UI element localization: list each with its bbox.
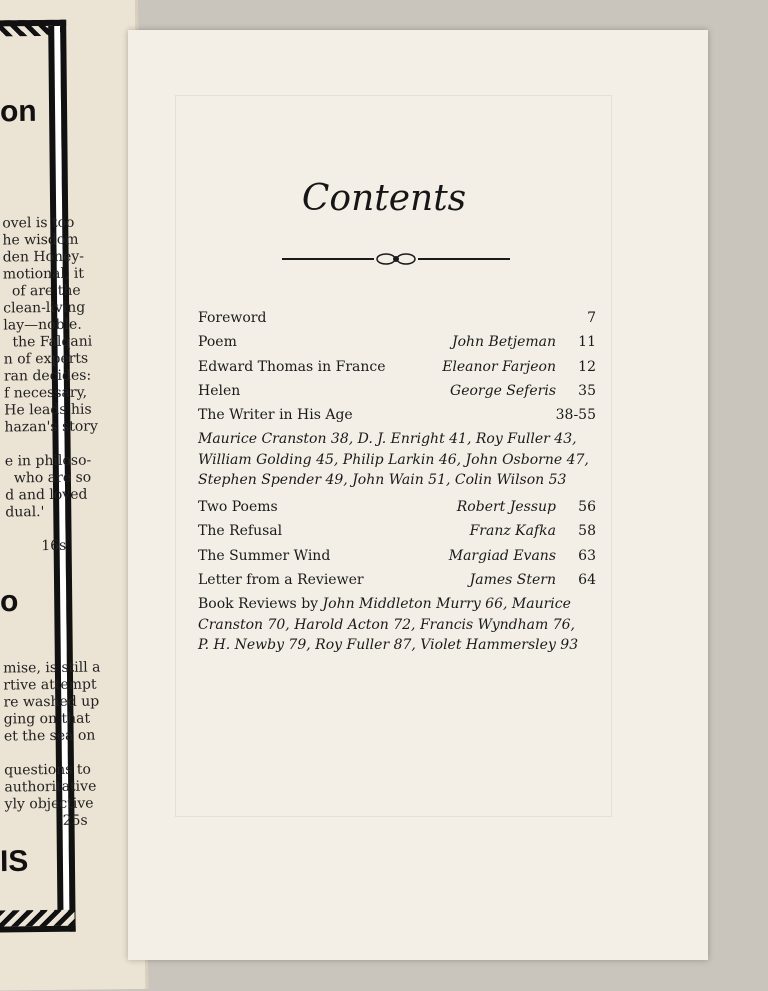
left-text-line: the Falqani bbox=[3, 333, 93, 351]
entry-title: The Refusal bbox=[198, 523, 283, 540]
entry-page: 11 bbox=[578, 334, 596, 351]
left-page-text-2 bbox=[3, 659, 102, 830]
entry-title: Helen bbox=[198, 382, 241, 399]
contributors-line: Maurice Cranston 38, D. J. Enright 41, Roy Fuller 43, bbox=[198, 431, 577, 448]
book-reviews-line: Cranston 70, Harold Acton 72, Francis Wyndham 76, bbox=[198, 616, 575, 633]
toc-entry bbox=[198, 405, 598, 429]
ornament-divider bbox=[282, 252, 510, 266]
entry-author: Franz Kafka bbox=[469, 523, 556, 540]
left-text-line: authoritative bbox=[4, 778, 97, 796]
left-text-line: ovel is too bbox=[2, 214, 75, 232]
left-text-line bbox=[5, 521, 99, 539]
left-text-line: rtive attempt bbox=[3, 676, 97, 694]
toc-entry bbox=[198, 357, 598, 381]
entry-title: Poem bbox=[198, 334, 237, 351]
left-text-line: mise, is still a bbox=[3, 659, 101, 677]
zigzag-border-bottom bbox=[0, 910, 75, 927]
toc-entry bbox=[198, 308, 598, 332]
table-of-contents bbox=[198, 308, 598, 656]
left-heading-fragment: on bbox=[0, 94, 37, 129]
writer-contributors bbox=[198, 429, 598, 497]
book-reviews-line: John Middleton Murry 66, Maurice bbox=[322, 596, 571, 613]
entry-title: The Summer Wind bbox=[198, 547, 331, 564]
entry-author: James Stern bbox=[469, 571, 556, 588]
entry-author: Eleanor Farjeon bbox=[442, 358, 556, 375]
left-text-line: questions to bbox=[4, 761, 92, 779]
left-text-line bbox=[4, 744, 101, 762]
entry-title: Two Poems bbox=[198, 498, 278, 515]
entry-author: George Seferis bbox=[450, 382, 556, 399]
left-text-line: dual.' bbox=[5, 504, 45, 521]
entry-page: 64 bbox=[578, 571, 596, 588]
toc-entry bbox=[198, 570, 598, 594]
entry-page: 12 bbox=[578, 358, 596, 375]
entry-author: Margiad Evans bbox=[448, 547, 556, 564]
entry-author: Robert Jessup bbox=[456, 498, 556, 515]
left-text-line: lay—noble. bbox=[3, 316, 82, 334]
left-text-line: he wisdom bbox=[2, 231, 79, 249]
left-text-line: hazan's story bbox=[4, 418, 98, 436]
toc-entry bbox=[198, 521, 598, 545]
left-text-line: yly objective bbox=[4, 795, 94, 813]
left-text-line: who are so bbox=[4, 469, 92, 487]
book-reviews-label: Book Reviews by bbox=[198, 596, 319, 613]
left-text-line: ran decides: bbox=[3, 367, 92, 385]
book-reviews bbox=[198, 594, 598, 656]
entry-title: Edward Thomas in France bbox=[198, 358, 386, 375]
left-middle-fragment: o bbox=[0, 584, 19, 619]
toc-entry bbox=[198, 546, 598, 570]
book-reviews-line: P. H. Newby 79, Roy Fuller 87, Violet Hammersley 93 bbox=[198, 637, 579, 654]
left-text-line: den Honey- bbox=[2, 248, 85, 266]
left-text-line: d and loved bbox=[5, 486, 88, 504]
left-text-line: motional, it bbox=[2, 265, 85, 283]
left-footer-fragment: IS bbox=[0, 844, 29, 879]
left-text-line: re washed up bbox=[3, 693, 100, 711]
left-text-line: of are the bbox=[2, 282, 81, 300]
left-page-text bbox=[2, 215, 99, 556]
entry-title: The Writer in His Age bbox=[198, 407, 353, 424]
toc-entry bbox=[198, 497, 598, 521]
left-text-line: He leads his bbox=[4, 401, 92, 419]
left-text-line: e in philoso- bbox=[4, 452, 92, 470]
page-title: Contents bbox=[301, 178, 467, 219]
left-text-line: n of experts bbox=[3, 350, 89, 368]
left-text-line: clean-living bbox=[3, 299, 86, 317]
left-text-line: 25s bbox=[4, 812, 88, 830]
left-text-line: f necessary, bbox=[4, 384, 88, 402]
entry-page: 56 bbox=[578, 498, 596, 515]
toc-entry bbox=[198, 381, 598, 405]
left-text-line: ging on that bbox=[3, 710, 91, 728]
entry-title: Letter from a Reviewer bbox=[198, 571, 364, 588]
left-text-line: et the sea on bbox=[3, 727, 96, 745]
entry-page: 7 bbox=[587, 310, 596, 326]
contributors-line: William Golding 45, Philip Larkin 46, John Osborne 47, bbox=[198, 451, 589, 468]
toc-entry bbox=[198, 332, 598, 356]
entry-page: 35 bbox=[578, 382, 596, 399]
left-text-line bbox=[5, 436, 99, 454]
entry-page: 38-55 bbox=[555, 407, 596, 424]
entry-title: Foreword bbox=[198, 310, 267, 326]
entry-page: 63 bbox=[578, 547, 596, 564]
entry-page: 58 bbox=[578, 523, 596, 540]
contributors-line: Stephen Spender 49, John Wain 51, Colin Wilson 53 bbox=[198, 472, 567, 489]
left-text-line: 16s bbox=[5, 537, 67, 555]
entry-author: John Betjeman bbox=[452, 334, 556, 351]
